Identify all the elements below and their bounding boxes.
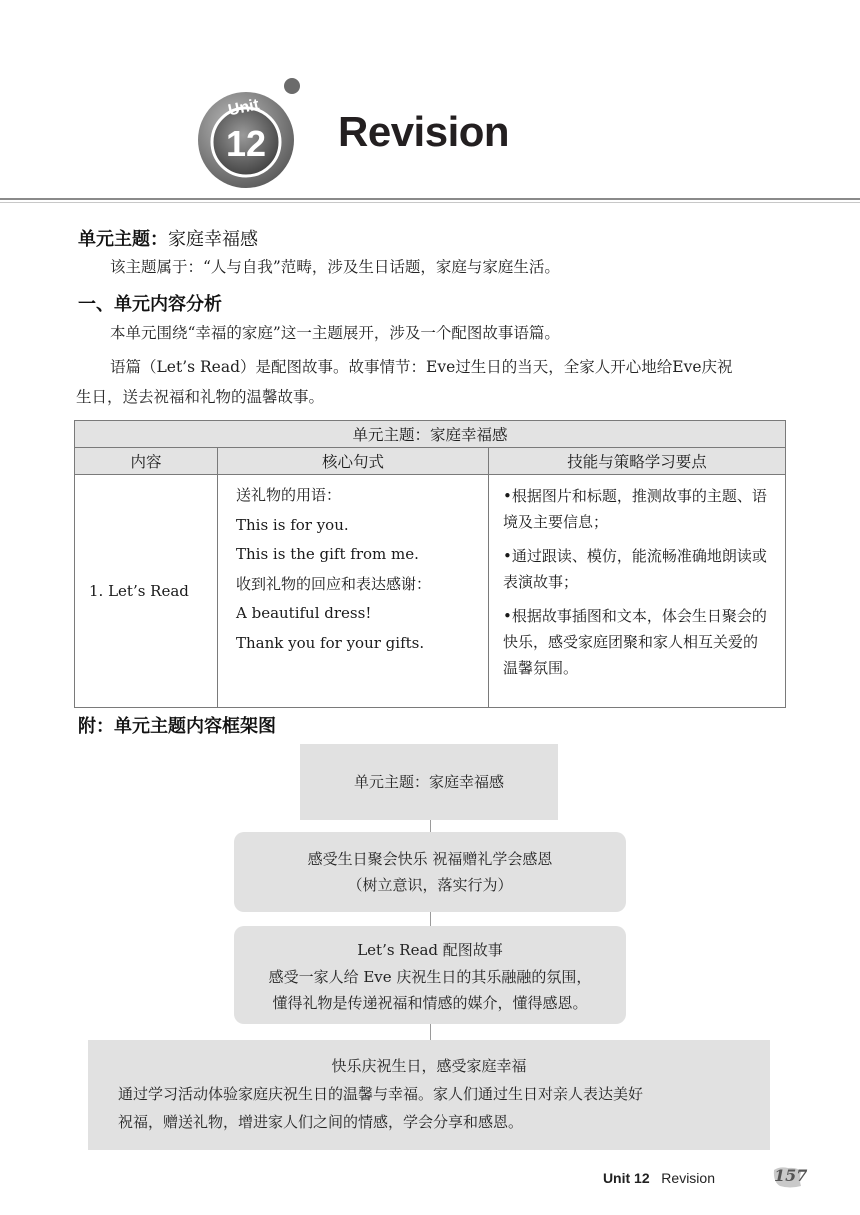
framework-connector [430, 1024, 431, 1040]
framework-box-summary [88, 1040, 770, 1150]
table-row [75, 475, 786, 708]
row-sentences-cell [218, 475, 489, 708]
header-divider-thin [0, 202, 860, 203]
framework-box-story-line-1: 感受一家人给 Eve 庆祝生日的其乐融融的氛围， [268, 968, 592, 986]
sentence-line: This is the gift from me. [236, 545, 419, 563]
theme-heading-label: 单元主题： [78, 229, 168, 249]
row-skills-cell [489, 475, 786, 708]
theme-heading [78, 225, 258, 251]
page-number [772, 1164, 808, 1190]
row-content-cell [75, 475, 218, 708]
analysis-paragraph-2-line-2: 生日，送去祝福和礼物的温馨故事。 [76, 388, 325, 406]
table-header-row [75, 448, 786, 475]
framework-box-summary-line-1: 通过学习活动体验家庭庆祝生日的温馨与幸福。家人们通过生日对亲人表达美好 [118, 1085, 644, 1103]
badge-number: 12 [225, 123, 267, 164]
page-number-text: 157 [774, 1166, 808, 1185]
footer-unit: Unit 12 [602, 1170, 650, 1186]
framework-box-theme [300, 744, 558, 820]
analysis-paragraph-2-line-1: 语篇（Let’s Read）是配图故事。故事情节：Eve过生日的当天，全家人开心地给Eve庆祝 [110, 358, 733, 376]
badge-word: Unit [226, 96, 261, 120]
unit-badge [188, 78, 300, 190]
column-header-skills: 技能与策略学习要点 [489, 448, 786, 475]
header-divider [0, 198, 860, 200]
framework-box-story-line-2: 懂得礼物是传递祝福和情感的媒介，懂得感恩。 [272, 994, 588, 1012]
column-header-content: 内容 [75, 448, 218, 475]
sentence-line: A beautiful dress! [236, 604, 372, 622]
framework-box-goals-line-2: （树立意识，落实行为） [347, 876, 513, 894]
framework-heading: 附：单元主题内容框架图 [78, 716, 276, 736]
skill-point: •通过跟读、模仿，能流畅准确地朗读或表演故事； [503, 547, 767, 591]
framework-box-goals-line-1: 感受生日聚会快乐 祝福赠礼学会感恩 [307, 850, 553, 868]
theme-description: 该主题属于：“人与自我”范畴，涉及生日话题，家庭与家庭生活。 [110, 258, 560, 276]
analysis-paragraph-1: 本单元围绕“幸福的家庭”这一主题展开，涉及一个配图故事语篇。 [110, 324, 560, 342]
row-content: 1. Let’s Read [89, 582, 189, 600]
table-title: 单元主题：家庭幸福感 [75, 421, 786, 448]
page-title: Revision [338, 108, 510, 155]
framework-connector [430, 912, 431, 926]
unit-badge-graphic [188, 78, 300, 190]
column-header-sentences: 核心句式 [218, 448, 489, 475]
sentence-line: Thank you for your gifts. [236, 633, 425, 652]
theme-heading-value: 家庭幸福感 [168, 229, 258, 250]
analysis-heading: 一、单元内容分析 [78, 294, 222, 314]
framework-box-story [234, 926, 626, 1024]
table-title-row [75, 421, 786, 448]
unit-content-table [74, 420, 786, 708]
sentence-line: 送礼物的用语： [236, 486, 342, 504]
framework-box-summary-line-2: 祝福，赠送礼物，增进家人们之间的情感，学会分享和感恩。 [118, 1113, 524, 1131]
framework-box-story-title: Let’s Read 配图故事 [357, 941, 503, 959]
footer-running-title [603, 1170, 715, 1186]
sentence-line: 收到礼物的回应和表达感谢： [236, 574, 432, 593]
skill-point: •根据故事插图和文本，体会生日聚会的快乐，感受家庭团聚和家人相互关爱的温馨氛围。 [503, 607, 767, 677]
framework-box-summary-title: 快乐庆祝生日，感受家庭幸福 [331, 1057, 527, 1075]
framework-box-theme-text: 单元主题：家庭幸福感 [353, 773, 504, 791]
skill-point: •根据图片和标题，推测故事的主题、语境及主要信息； [503, 487, 767, 531]
footer-title: Revision [661, 1170, 715, 1186]
sentence-line: This is for you. [236, 515, 349, 534]
framework-box-goals [234, 832, 626, 912]
